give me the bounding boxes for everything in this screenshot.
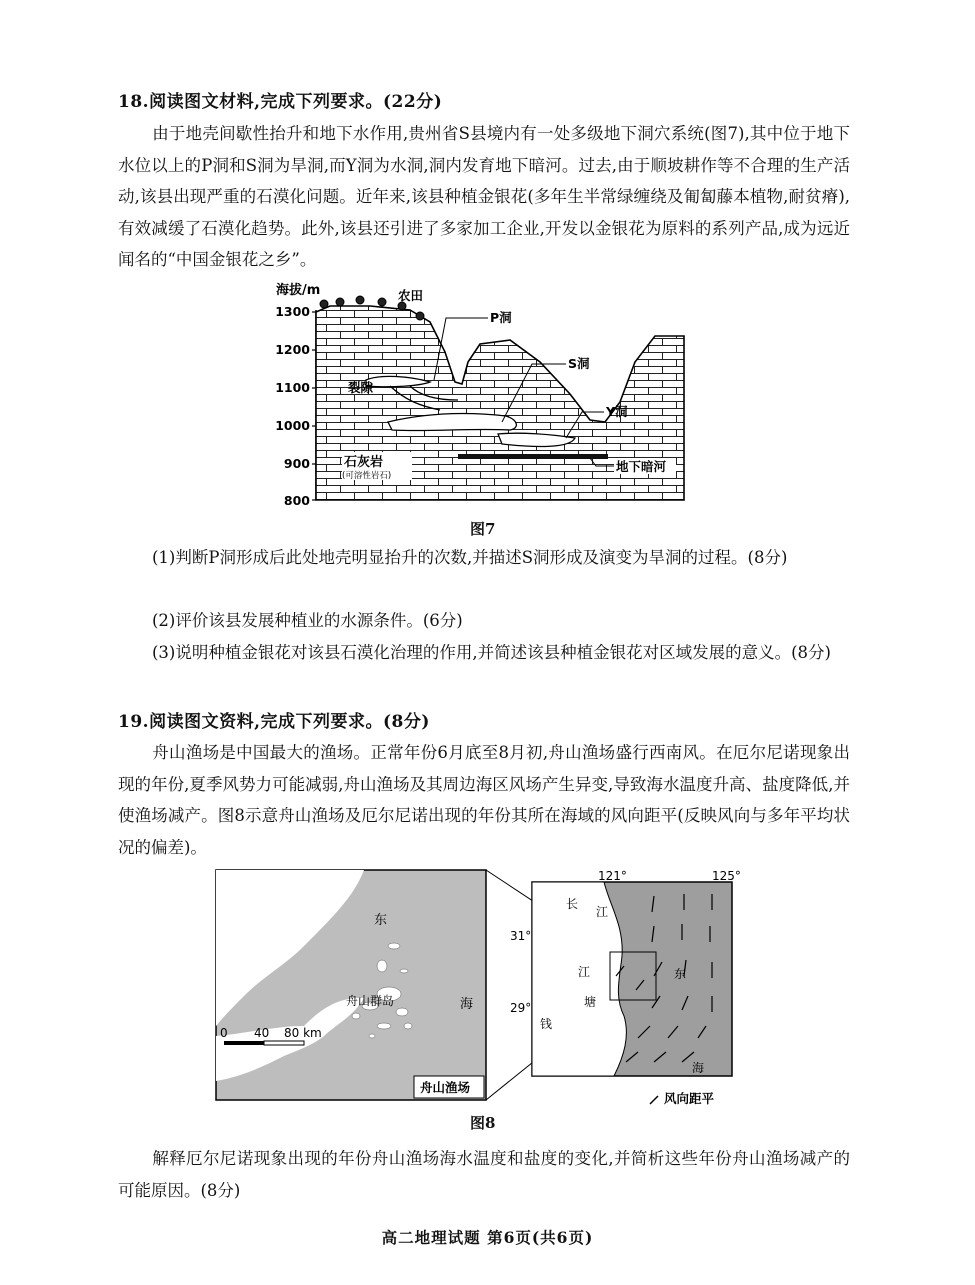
tick-800: 800	[283, 493, 310, 508]
left-sea-label-1: 东	[374, 913, 388, 928]
page-footer: 高二地理试题 第6页(共6页)	[381, 1228, 594, 1247]
wind-anomaly-map	[510, 869, 741, 1076]
tick-1300: 1300	[275, 304, 310, 319]
figure-8-caption: 图8	[470, 1114, 496, 1132]
q19-question-text: 解释厄尔尼诺现象出现的年份舟山渔场海水温度和盐度的变化,并简析这些年份舟山渔场减产的可能原因。(8分)	[118, 1149, 850, 1200]
q18-sub-1-text: (1)判断P洞形成后此处地壳明显抬升的次数,并描述S洞形成及演变为旱洞的过程。(8分)	[152, 548, 788, 567]
lat-31: 31°	[510, 929, 532, 943]
lat-29: 29°	[510, 1001, 532, 1015]
left-sea-label-2: 海	[460, 997, 474, 1012]
scale-0: 0	[220, 1026, 228, 1040]
q18-sub-2	[118, 605, 850, 637]
figure-7-cave-section	[270, 282, 710, 514]
province-label-b: 塘	[584, 995, 597, 1009]
q18-material-text: 由于地壳间歇性抬升和地下水作用,贵州省S县境内有一处多级地下洞穴系统(图7),其中位于地下水位以上的P洞和S洞为旱洞,而Y洞为水洞,洞内发育地下暗河。过去,由于顺坡耕作等不合理的生产活动,该县出现严重的石漠化问题。近年来,该县种植金银花(多年生半常绿缠绕及匍匐藤本植物,耐贫瘠),有效减缓了石漠化趋势。此外,该县还引进了多家加工企业,开发以金银花为原料的系列产品,成为远近闻名的“中国金银花之乡”。	[118, 124, 850, 269]
q18-sub-3	[118, 637, 850, 669]
q18-sub-1	[118, 542, 850, 574]
underground-river-label: 地下暗河	[616, 459, 667, 474]
q19-question	[118, 1143, 850, 1206]
q18-sub-2-text: (2)评价该县发展种植业的水源条件。(6分)	[152, 611, 463, 630]
s-cave-label: S洞	[568, 356, 590, 371]
scale-80: 80 km	[284, 1026, 322, 1040]
tick-1100: 1100	[275, 380, 310, 395]
lon-125: 125°	[712, 869, 741, 883]
river-label-b: 江	[596, 905, 609, 919]
underground-river	[458, 454, 608, 459]
river-label-a: 长	[566, 897, 579, 911]
fissure-label: 裂隙	[348, 380, 374, 395]
zhoushan-fishing-ground-map	[216, 870, 486, 1100]
limestone-label: 石灰岩	[344, 455, 384, 470]
tick-1200: 1200	[275, 342, 310, 357]
q19-material-text: 舟山渔场是中国最大的渔场。正常年份6月底至8月初,舟山渔场盛行西南风。在厄尔尼诺现象出现的年份,夏季风势力可能减弱,舟山渔场及其周边海区风场产生异变,导致海水温度升高、盐度降低,并使渔场减产。图8示意舟山渔场及厄尔尼诺出现的年份其所在海域的风向距平(反映风向与多年平均状况的偏差)。	[118, 743, 850, 857]
y-axis-label: 海拔/m	[276, 283, 321, 298]
q19-material	[118, 737, 850, 863]
tick-1000: 1000	[275, 418, 310, 433]
tick-900: 900	[283, 456, 310, 471]
legend-arrow-icon	[650, 1096, 658, 1104]
right-sea-label-b: 海	[692, 1061, 705, 1075]
q19-header: 19.阅读图文资料,完成下列要求。(8分)	[118, 712, 430, 732]
figure-7-caption: 图7	[470, 520, 496, 538]
lon-121: 121°	[598, 869, 627, 883]
right-sea-label-a: 东	[674, 967, 687, 981]
q18-material	[118, 118, 850, 276]
islands-label: 舟山群岛	[346, 994, 395, 1008]
figure-8-maps	[214, 866, 754, 1106]
y-cave-label: Y洞	[606, 404, 628, 419]
scale-bar	[224, 1041, 304, 1045]
farmland-label: 农田	[398, 288, 424, 303]
limestone-note: (可溶性岩石)	[342, 471, 392, 481]
province-label-a: 江	[578, 965, 591, 979]
fishing-ground-box-label: 舟山渔场	[420, 1080, 471, 1095]
q18-header: 18.阅读图文材料,完成下列要求。(22分)	[118, 92, 443, 112]
p-cave-label: P洞	[490, 310, 512, 325]
legend-label: 风向距平	[664, 1091, 715, 1106]
province-label-c: 钱	[540, 1017, 553, 1031]
scale-40: 40	[254, 1026, 270, 1040]
q18-sub-3-text: (3)说明种植金银花对该县石漠化治理的作用,并简述该县种植金银花对区域发展的意义。(8分)	[152, 643, 831, 662]
